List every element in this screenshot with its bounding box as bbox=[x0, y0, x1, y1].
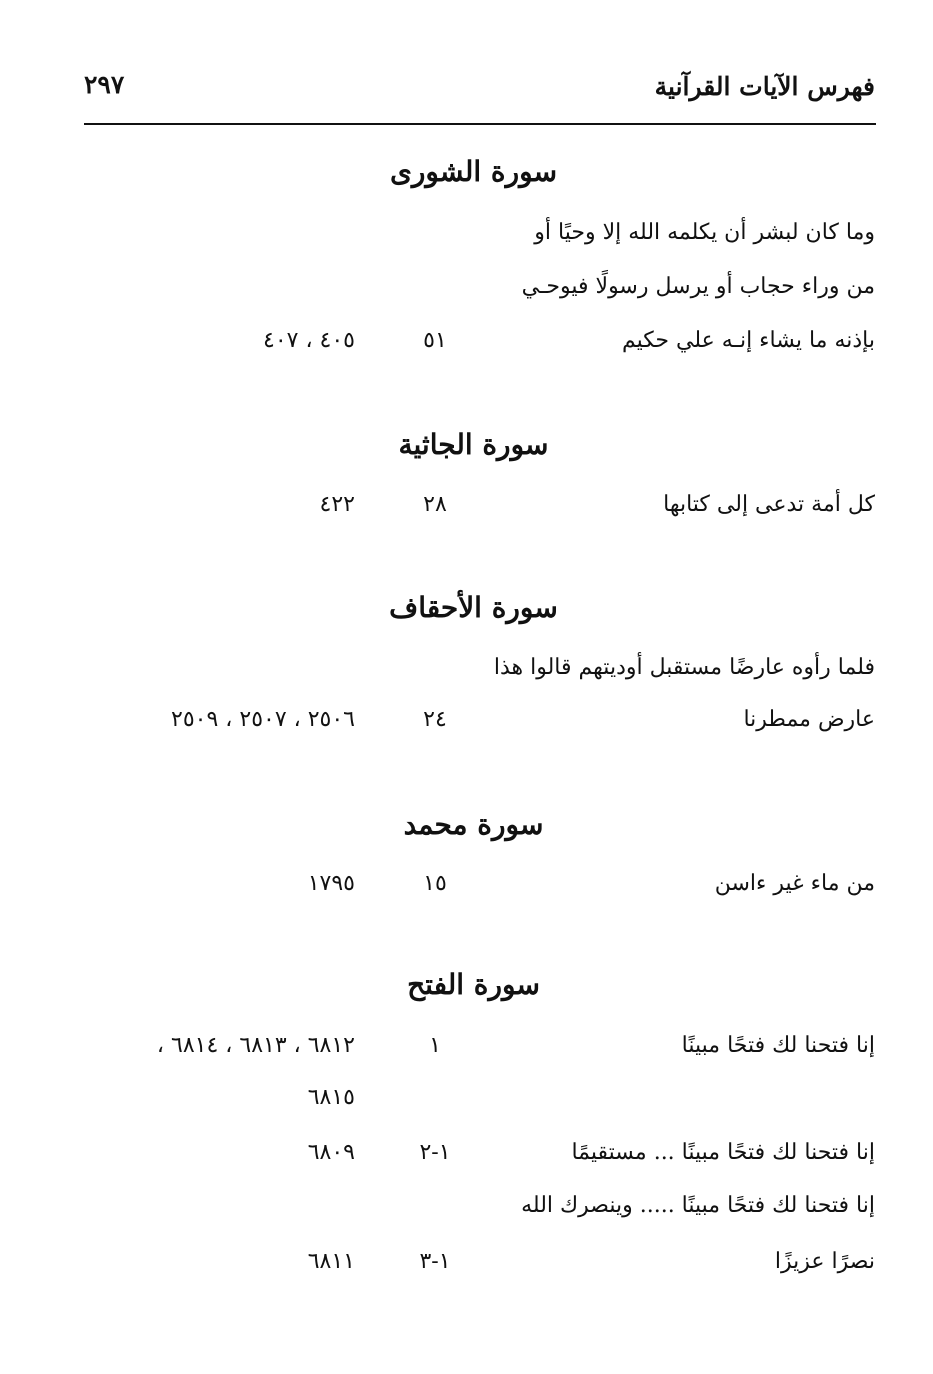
page-references: ٢٥٠٦ ، ٢٥٠٧ ، ٢٥٠٩ bbox=[171, 707, 355, 732]
page-references: ٤٢٢ bbox=[319, 492, 355, 517]
surah-heading: سورة الأحقاف bbox=[389, 591, 558, 624]
verse-text: بإذنه ما يشاء إنـه علي حكيم bbox=[621, 328, 875, 353]
verse-number: ٢٨ bbox=[423, 492, 447, 517]
surah-heading: سورة الفتح bbox=[407, 968, 540, 1001]
verse-text: إنا فتحنا لك فتحًا مبينًا ... مستقيمًا bbox=[571, 1140, 875, 1165]
page-references: ١٧٩٥ bbox=[307, 871, 355, 896]
verse-text: وما كان لبشر أن يكلمه الله إلا وحيًا أو bbox=[534, 220, 875, 245]
header-rule bbox=[84, 123, 876, 125]
verse-text: إنا فتحنا لك فتحًا مبينًا bbox=[681, 1033, 875, 1058]
surah-heading: سورة الجاثية bbox=[398, 428, 549, 461]
verse-text: نصرًا عزيزًا bbox=[774, 1249, 875, 1274]
page-references: ٦٨٠٩ bbox=[307, 1140, 355, 1165]
verse-number: ٥١ bbox=[423, 328, 447, 353]
page-references: ٤٠٥ ، ٤٠٧ bbox=[263, 328, 355, 353]
verse-number: ٢٤ bbox=[423, 707, 447, 732]
verse-text: من وراء حجاب أو يرسل رسولًا فيوحـي bbox=[521, 274, 875, 299]
page-references: ٦٨١٢ ، ٦٨١٣ ، ٦٨١٤ ، bbox=[156, 1033, 355, 1058]
verse-text: إنا فتحنا لك فتحًا مبينًا ..... وينصرك الله bbox=[521, 1193, 875, 1218]
verse-number: ١-٣ bbox=[419, 1249, 451, 1274]
verse-text: فلما رأوه عارضًا مستقبل أوديتهم قالوا هذا bbox=[493, 655, 875, 680]
page-references: ٦٨١٥ bbox=[307, 1085, 355, 1110]
page-header-title: فهرس الآيات القرآنية bbox=[654, 72, 875, 101]
surah-heading: سورة محمد bbox=[403, 808, 544, 841]
verse-number: ١٥ bbox=[423, 871, 447, 896]
surah-heading: سورة الشورى bbox=[389, 155, 558, 188]
page-number: ٢٩٧ bbox=[84, 70, 125, 99]
verse-text: من ماء غير ءاسن bbox=[714, 871, 875, 896]
verse-text: كل أمة تدعى إلى كتابها bbox=[663, 492, 875, 517]
page-references: ٦٨١١ bbox=[307, 1249, 355, 1274]
verse-number: ١ bbox=[429, 1033, 441, 1058]
verse-text: عارض ممطرنا bbox=[743, 707, 875, 732]
verse-number: ١-٢ bbox=[419, 1140, 451, 1165]
